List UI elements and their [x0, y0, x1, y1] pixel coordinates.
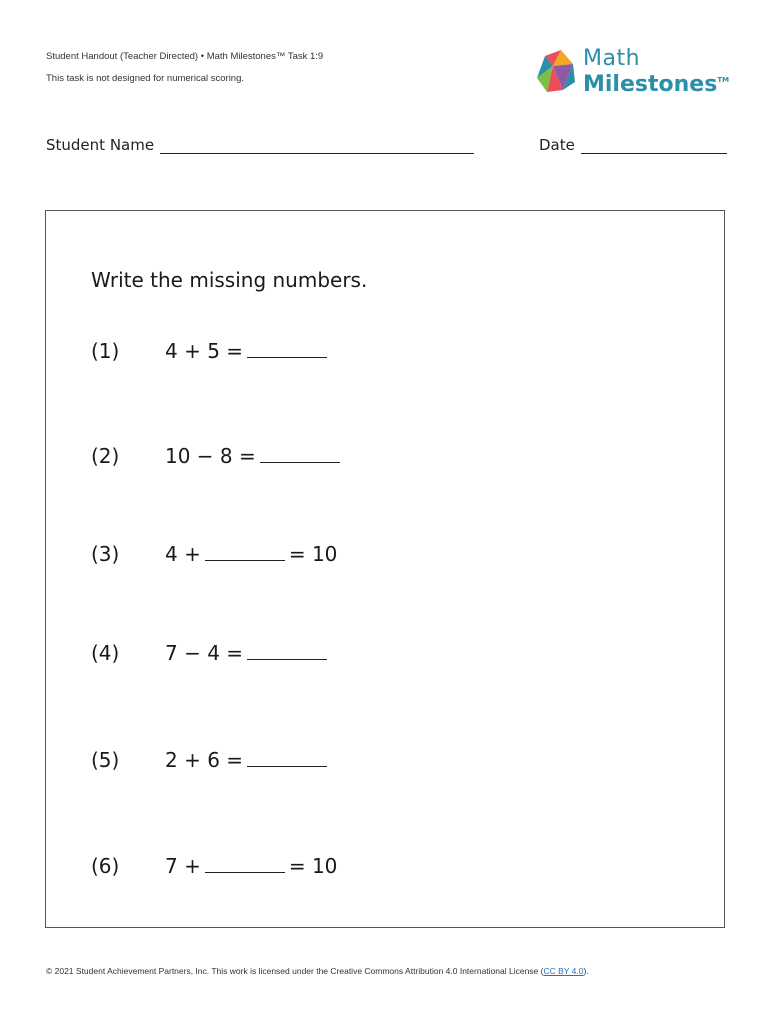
logo-trademark: TM: [717, 76, 730, 84]
date-line[interactable]: [581, 139, 727, 154]
student-name-field[interactable]: [46, 136, 474, 154]
problem-result: = 10: [288, 854, 338, 878]
problem-expression: 7 +: [165, 854, 201, 878]
license-footer: [46, 966, 589, 976]
task-box: [45, 210, 725, 928]
problem-expression: 4 +: [165, 542, 201, 566]
student-name-line[interactable]: [160, 139, 474, 154]
problem-expression: 7 − 4 =: [165, 641, 244, 665]
header-line-2: This task is not designed for numerical scoring.: [46, 73, 245, 84]
answer-blank[interactable]: [205, 854, 285, 873]
license-link[interactable]: CC BY 4.0: [543, 966, 584, 976]
problem-label: (1): [91, 339, 120, 363]
problem-label: (5): [91, 748, 120, 772]
license-tail: ).: [583, 966, 589, 976]
date-label: Date: [539, 136, 575, 154]
problem-expression: 4 + 5 =: [165, 339, 244, 363]
mountain-logo-icon: [533, 48, 577, 96]
task-instruction: Write the missing numbers.: [91, 268, 368, 292]
date-field[interactable]: [539, 136, 727, 154]
logo-word-milestones: Milestones™: [583, 72, 730, 97]
answer-blank[interactable]: [205, 542, 285, 561]
math-milestones-logo: [533, 46, 733, 102]
problem-label: (6): [91, 854, 120, 878]
student-name-label: Student Name: [46, 136, 155, 154]
header-line-1: Student Handout (Teacher Directed) • Math Milestones™ Task 1:9: [46, 51, 324, 62]
logo-word-math: Math: [583, 46, 641, 71]
answer-blank[interactable]: [247, 339, 327, 358]
problem-label: (3): [91, 542, 120, 566]
problem-label: (4): [91, 641, 120, 665]
problem-expression: 10 − 8 =: [165, 444, 256, 468]
answer-blank[interactable]: [260, 444, 340, 463]
problem-expression: 2 + 6 =: [165, 748, 244, 772]
license-text: © 2021 Student Achievement Partners, Inc. This work is licensed under the Creative Commons Attribution 4.0 International License (: [46, 966, 544, 976]
problem-label: (2): [91, 444, 120, 468]
answer-blank[interactable]: [247, 748, 327, 767]
problem-result: = 10: [288, 542, 338, 566]
answer-blank[interactable]: [247, 641, 327, 660]
